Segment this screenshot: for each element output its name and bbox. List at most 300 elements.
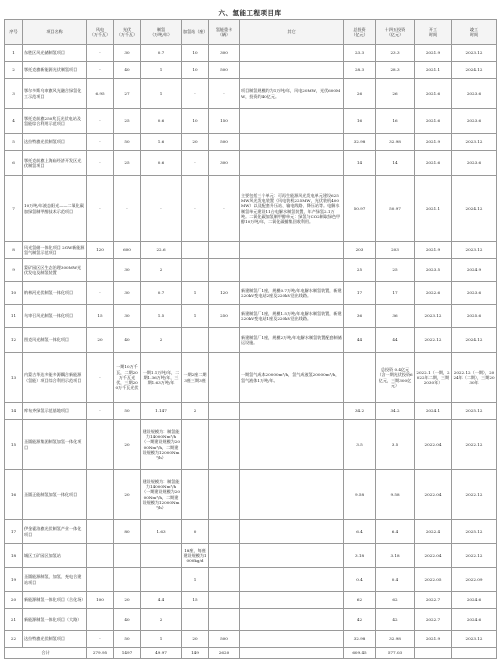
row-station: - <box>182 176 209 242</box>
row-f145: 36 <box>376 305 415 328</box>
row-pv: 50 <box>114 403 141 420</box>
row-pv: 40 <box>114 609 141 631</box>
col-header-other: 其它 <box>240 20 344 45</box>
row-pv: 20 <box>114 470 141 520</box>
row-f145: 9.58 <box>376 470 415 520</box>
row-f145: 16 <box>376 109 415 134</box>
row-no: 9 <box>5 259 23 282</box>
row-start: 2022.04 <box>415 544 452 568</box>
row-no: 4 <box>5 109 23 134</box>
row-f145: 0.4 <box>376 568 415 592</box>
row-total: 50.97 <box>344 176 376 242</box>
table-header-row <box>5 20 497 45</box>
row-total: 16 <box>344 109 376 134</box>
row-other <box>240 520 344 544</box>
col-header-h2: 制氢 （万吨/年） <box>141 20 182 45</box>
row-wind <box>87 544 114 568</box>
total-label: 合计 <box>5 648 87 659</box>
row-f145: 34.2 <box>376 403 415 420</box>
row-station <box>182 420 209 470</box>
row-start: 2023.12 <box>415 305 452 328</box>
row-name: 新能源制氢一体化项目（合化场） <box>23 592 87 609</box>
row-f145: 32.98 <box>376 631 415 648</box>
table-row <box>5 353 497 403</box>
row-truck <box>209 568 240 592</box>
row-start: 2023.5 <box>415 259 452 282</box>
row-start: 2022.04 <box>415 420 452 470</box>
row-f145: 26 <box>376 79 415 109</box>
col-header-start: 开工 时间 <box>415 20 452 45</box>
row-start: 2024.1 <box>415 403 452 420</box>
row-truck: 500 <box>209 134 240 151</box>
row-start: 2021.6 <box>415 109 452 134</box>
row-other <box>240 109 344 134</box>
row-total: 9.58 <box>344 470 376 520</box>
row-station <box>182 470 209 520</box>
row-no: 10 <box>5 282 23 305</box>
row-total: 42 <box>344 609 376 631</box>
row-end: 2023.6 <box>452 282 497 305</box>
row-truck <box>209 470 240 520</box>
col-header-total: 总投资 （亿元） <box>344 20 376 45</box>
row-name: 乌审召风光制氢一体化项目 <box>23 305 87 328</box>
row-other <box>240 592 344 609</box>
row-start: 2022.04 <box>415 470 452 520</box>
row-pv: - <box>114 176 141 242</box>
table-row <box>5 328 497 353</box>
row-h2 <box>141 568 182 592</box>
row-total: 23.3 <box>344 45 376 62</box>
row-start: 2021.6 <box>415 151 452 176</box>
row-start: 2021.9 <box>415 45 452 62</box>
row-start: 2021.6 <box>415 79 452 109</box>
total-station: 149 <box>182 648 209 659</box>
row-wind: 20 <box>87 328 114 353</box>
row-total: 32.98 <box>344 631 376 648</box>
table-row <box>5 134 497 151</box>
row-other: 新建制氢厂1座，规模2万吨/年电解水制氢装置配套制储运设施。 <box>240 328 344 353</box>
row-total: 32.98 <box>344 134 376 151</box>
row-no: 16 <box>5 470 23 520</box>
row-end: 2023.6 <box>452 79 497 109</box>
row-wind <box>87 470 114 520</box>
row-start: 2021.1 <box>415 62 452 79</box>
row-other: 新建制氢厂1座，规模0.7万吨/年电解水制氢装置，新建220kV变电站2座及220kV送出线路。 <box>240 282 344 305</box>
row-wind: 15 <box>87 305 114 328</box>
row-total: 36 <box>344 305 376 328</box>
row-truck: 150 <box>209 109 240 134</box>
row-start: 2021.9 <box>415 134 452 151</box>
row-station: 18座，每座建设规模为1000kg/d <box>182 544 209 568</box>
table-row <box>5 470 497 520</box>
row-h2: 1.63 <box>141 520 182 544</box>
row-wind: 6.95 <box>87 79 114 109</box>
row-end: 2023.6 <box>452 109 497 134</box>
row-wind <box>87 420 114 470</box>
row-truck: 300 <box>209 45 240 62</box>
row-f145: 14 <box>376 151 415 176</box>
row-pv: 40 <box>114 62 141 79</box>
row-total <box>344 353 376 403</box>
row-station: 10 <box>182 45 209 62</box>
row-station: 1 <box>182 305 209 328</box>
row-total: 25 <box>344 259 376 282</box>
row-other <box>240 403 344 420</box>
row-total: 203 <box>344 242 376 259</box>
row-station: 10 <box>182 62 209 79</box>
row-other <box>240 631 344 648</box>
row-name: 鄂托克旗新能源光伏制氢项目 <box>23 62 87 79</box>
row-f145: 3.18 <box>376 544 415 568</box>
row-truck <box>209 592 240 609</box>
row-start: 2021.9 <box>415 631 452 648</box>
row-name: 城区工矿园区加氢站 <box>23 544 87 568</box>
total-empty <box>452 648 497 659</box>
row-name: 10万吨/年液态阳光——二氧化碳加绿氢制甲醇技术示范项目 <box>23 176 87 242</box>
row-end: 2023.6 <box>452 151 497 176</box>
row-start: 2021.9 <box>415 242 452 259</box>
row-wind: - <box>87 134 114 151</box>
row-name: 鄂托克前旗上海庙经济开发区光伏制氢项目 <box>23 151 87 176</box>
row-total: 3.18 <box>344 544 376 568</box>
row-end: 2024.12 <box>452 176 497 242</box>
table-row <box>5 151 497 176</box>
table-row <box>5 420 497 470</box>
hydrogen-project-table <box>4 19 497 659</box>
row-end: 2022.09 <box>452 568 497 592</box>
row-pv: 30 <box>114 45 141 62</box>
row-name: 圣圆正能制氢加氢一体化项目 <box>23 470 87 520</box>
row-name: 东胜区风光储制氢项目 <box>23 45 87 62</box>
row-start: 2022.12 <box>415 328 452 353</box>
row-no: 14 <box>5 403 23 420</box>
row-pv: 25 <box>114 151 141 176</box>
row-station: 2 <box>182 403 209 420</box>
row-f145: 总投资 0.4亿元（含一期光伏投资6亿元，三期300亿元） <box>376 353 415 403</box>
row-h2: 一期1.1万吨/年，二期1.36万吨/年，三期1.63万吨/年 <box>141 353 182 403</box>
row-h2: 2 <box>141 609 182 631</box>
row-name: 库布齐绿氢示范基地项目 <box>23 403 87 420</box>
row-name: 圣圆能源制氢、加氢、充电合建站项目 <box>23 568 87 592</box>
row-pv: 30 <box>114 282 141 305</box>
row-no: 19 <box>5 568 23 592</box>
row-wind: 100 <box>87 592 114 609</box>
row-name: 蒙矿园区区生态治理300MW光伏发电及制氢装置 <box>23 259 87 282</box>
row-truck <box>209 544 240 568</box>
row-h2: 1.6 <box>141 134 182 151</box>
row-name: 鄂尔多斯乌审旗风光融合绿氢化工示范项目 <box>23 79 87 109</box>
row-wind: - <box>87 109 114 134</box>
row-station <box>182 328 209 353</box>
row-other <box>240 151 344 176</box>
row-truck <box>209 420 240 470</box>
row-truck <box>209 520 240 544</box>
row-name: 纳林河光伏制氢一体化项目 <box>23 282 87 305</box>
row-name: 达拉特旗光伏制氢项目 <box>23 631 87 648</box>
row-pv: 20 <box>114 592 141 609</box>
row-pv: 20 <box>114 420 141 470</box>
table-row <box>5 403 497 420</box>
row-other: 项目制氢规模约为1万吨/年，风电20MW，光伏600MW，投资约40亿元。 <box>240 79 344 109</box>
row-end: 2024.12 <box>452 62 497 79</box>
row-f145: 6.4 <box>376 520 415 544</box>
row-wind <box>87 259 114 282</box>
row-no: 18 <box>5 544 23 568</box>
row-other <box>240 62 344 79</box>
row-end: 2022.12 <box>452 420 497 470</box>
row-h2: 1.5 <box>141 305 182 328</box>
row-h2: 1 <box>141 79 182 109</box>
row-end: 2022.12 <box>452 544 497 568</box>
row-f145: 3.5 <box>376 420 415 470</box>
row-no: 21 <box>5 609 23 631</box>
row-f145: 28.3 <box>376 62 415 79</box>
row-other <box>240 242 344 259</box>
row-pv: 25 <box>114 109 141 134</box>
row-start: 2022.05 <box>415 568 452 592</box>
row-h2: 0.7 <box>141 45 182 62</box>
row-h2: 0.6 <box>141 151 182 176</box>
row-station: 1 <box>182 568 209 592</box>
row-pv: 50 <box>114 631 141 648</box>
row-name: 图克风光制氢一体化项目 <box>23 328 87 353</box>
row-f145: 25 <box>376 259 415 282</box>
col-header-f145: 十四五投资 （亿元） <box>376 20 415 45</box>
row-h2: 1.147 <box>141 403 182 420</box>
row-end: 2023.12 <box>452 45 497 62</box>
row-h2: 22.6 <box>141 242 182 259</box>
row-other <box>240 470 344 520</box>
total-f145: 577.03 <box>376 648 415 659</box>
row-end: 2024.6 <box>452 609 497 631</box>
row-total: 34.2 <box>344 403 376 420</box>
row-no: 6 <box>5 151 23 176</box>
row-truck <box>209 353 240 403</box>
row-f145: 62 <box>376 592 415 609</box>
table-row <box>5 62 497 79</box>
table-row <box>5 544 497 568</box>
col-header-pv: 光伏 （万千瓦） <box>114 20 141 45</box>
row-name: 圣圆能源集团制氢加氢一体化项目 <box>23 420 87 470</box>
row-wind: - <box>87 176 114 242</box>
row-truck: 300 <box>209 151 240 176</box>
row-no: 11 <box>5 305 23 328</box>
row-station: - <box>182 151 209 176</box>
col-header-truck: 氢能重卡 （辆） <box>209 20 240 45</box>
row-no: 3 <box>5 79 23 109</box>
row-name: 达拉特旗光伏制氢项目 <box>23 134 87 151</box>
row-pv: 600 <box>114 242 141 259</box>
total-h2: 49.97 <box>141 648 182 659</box>
table-row <box>5 242 497 259</box>
row-station <box>182 242 209 259</box>
row-other: 新建制氢厂1座，规模1.5万吨/年电解水制氢装置，新建220kV变电站1座及220kV送出线路。 <box>240 305 344 328</box>
row-start: 2022.6 <box>415 282 452 305</box>
table-row <box>5 176 497 242</box>
row-wind: - <box>87 353 114 403</box>
row-h2: 1 <box>141 631 182 648</box>
row-pv: 30 <box>114 259 141 282</box>
row-pv <box>114 544 141 568</box>
row-total: 14 <box>344 151 376 176</box>
row-station: 1 <box>182 282 209 305</box>
row-other: 一期氢气成本20000m³/h，氢气成液氢20000m³/h，氢气液体1万吨/年。 <box>240 353 344 403</box>
row-other <box>240 420 344 470</box>
row-truck: 250 <box>209 305 240 328</box>
table-row <box>5 282 497 305</box>
row-h2 <box>141 544 182 568</box>
total-wind: 279.95 <box>87 648 114 659</box>
row-h2: 建设规模为：制氢能力14000Nm³/h（一期建设规模为2000Nm³/h，二期建设规模为12000Nm³/h） <box>141 470 182 520</box>
table-row <box>5 592 497 609</box>
row-name: 鄂托克前旗250兆瓦光伏电站及氢能综合利用示范项目 <box>23 109 87 134</box>
row-f145: 23.3 <box>376 45 415 62</box>
row-station: 10 <box>182 109 209 134</box>
table-body <box>5 45 497 659</box>
row-end: 2022.12（一期），2024年（二期），三期2030年 <box>452 353 497 403</box>
row-wind: 120 <box>87 242 114 259</box>
row-total: 62 <box>344 592 376 609</box>
row-start: 2022.1（一期，2022年二期，三期 2030年） <box>415 353 452 403</box>
row-truck: - <box>209 79 240 109</box>
row-end: 2024.9 <box>452 259 497 282</box>
row-no: 1 <box>5 45 23 62</box>
col-header-end: 竣工 时间 <box>452 20 497 45</box>
row-total: 6.4 <box>344 520 376 544</box>
row-station: 一期2座二期3座三期3座 <box>182 353 209 403</box>
row-f145: 203 <box>376 242 415 259</box>
row-no: 5 <box>5 134 23 151</box>
row-name: 新能源制氢一体化项目（大路） <box>23 609 87 631</box>
row-other <box>240 609 344 631</box>
table-row <box>5 79 497 109</box>
row-total: 17 <box>344 282 376 305</box>
row-h2: - <box>141 176 182 242</box>
row-station <box>182 259 209 282</box>
total-empty <box>415 648 452 659</box>
page-title: 六、氢能工程项目库 <box>218 9 282 17</box>
total-total: 609.45 <box>344 648 376 659</box>
row-end: 2025.6 <box>452 305 497 328</box>
row-h2: 2 <box>141 328 182 353</box>
col-header-station: 加氢站（座） <box>182 20 209 45</box>
row-name: 内蒙古华达多能多源耦合新能源（氢能）项目综合利用示范项目 <box>23 353 87 403</box>
row-h2: 0.7 <box>141 282 182 305</box>
row-pv: 30 <box>114 305 141 328</box>
row-wind: - <box>87 45 114 62</box>
table-row <box>5 45 497 62</box>
table-row <box>5 609 497 631</box>
row-other <box>240 568 344 592</box>
row-h2: 4.4 <box>141 592 182 609</box>
row-total: 26 <box>344 79 376 109</box>
row-start: 2022.7 <box>415 609 452 631</box>
row-no: 2 <box>5 62 23 79</box>
row-pv: 80 <box>114 520 141 544</box>
row-end: 2024.12 <box>452 328 497 353</box>
row-f145: 17 <box>376 282 415 305</box>
row-no: 17 <box>5 520 23 544</box>
row-name: 伊金霍洛旗光伏制氢产业一体化项目 <box>23 520 87 544</box>
row-truck: 500 <box>209 631 240 648</box>
table-row <box>5 631 497 648</box>
row-f145: 42 <box>376 609 415 631</box>
row-no: 12 <box>5 328 23 353</box>
row-other <box>240 134 344 151</box>
table-row <box>5 305 497 328</box>
row-no: 7 <box>5 176 23 242</box>
total-empty <box>240 648 344 659</box>
row-start: 2022.7 <box>415 592 452 609</box>
row-end: 2024.6 <box>452 592 497 609</box>
row-station <box>182 609 209 631</box>
col-header-no: 序号 <box>5 20 23 45</box>
row-other <box>240 259 344 282</box>
table-row <box>5 568 497 592</box>
row-start: 2021.1 <box>415 176 452 242</box>
row-end: 2022.12 <box>452 470 497 520</box>
row-truck <box>209 609 240 631</box>
row-total: 44 <box>344 328 376 353</box>
row-no: 13 <box>5 353 23 403</box>
row-h2: 1 <box>141 62 182 79</box>
row-pv: 一期10万千瓦，二期20万千瓦光伏，三期200万千瓦光伏 <box>114 353 141 403</box>
row-station: 0 <box>182 520 209 544</box>
row-h2: 2 <box>141 259 182 282</box>
row-wind: - <box>87 62 114 79</box>
table-row <box>5 259 497 282</box>
row-end: 2023.12 <box>452 134 497 151</box>
row-station: - <box>182 79 209 109</box>
row-total: 0.4 <box>344 568 376 592</box>
row-wind <box>87 568 114 592</box>
row-no: 20 <box>5 592 23 609</box>
row-truck <box>209 328 240 353</box>
row-truck: 120 <box>209 282 240 305</box>
row-total: 3.5 <box>344 420 376 470</box>
row-f145: 50.97 <box>376 176 415 242</box>
total-row <box>5 648 497 659</box>
table-row <box>5 109 497 134</box>
row-start: 2022.4 <box>415 520 452 544</box>
row-total: 28.3 <box>344 62 376 79</box>
row-other <box>240 544 344 568</box>
row-name: 风光氢储一体化项目 2GW新能源氢气制氢示范项目 <box>23 242 87 259</box>
row-end: 2023.12 <box>452 242 497 259</box>
row-pv: 50 <box>114 134 141 151</box>
total-truck: 2620 <box>209 648 240 659</box>
row-f145: 32.98 <box>376 134 415 151</box>
table-row <box>5 520 497 544</box>
row-wind <box>87 520 114 544</box>
row-station: 15 <box>182 592 209 609</box>
row-h2: 建设规模为：制氢能力14000Nm³/h（一期建设规模为2000Nm³/h，二期建设规模为12000Nm³/h） <box>141 420 182 470</box>
row-end: 2025.12 <box>452 520 497 544</box>
row-no: 8 <box>5 242 23 259</box>
row-truck <box>209 242 240 259</box>
row-station: 20 <box>182 134 209 151</box>
total-pv: 1497 <box>114 648 141 659</box>
row-pv: 40 <box>114 328 141 353</box>
row-h2: 0.6 <box>141 109 182 134</box>
row-truck: 500 <box>209 62 240 79</box>
row-wind: - <box>87 282 114 305</box>
col-header-wind: 风电 （万千瓦） <box>87 20 114 45</box>
row-station: 20 <box>182 631 209 648</box>
row-wind: - <box>87 151 114 176</box>
row-other: 主要包括三个单元：可再生能源风光发电单元建设625MW风光发电装置（风电装机225MW，光伏装机400MW）以及配套升压站、输电线路、降压站等。电解水制氢单元建设11台电解水制氢装置，年产绿氢2.1万吨。二氧化碳加氢制甲醇单元：绿氢与CO2制取绿色甲醇10万吨/年，二氧化碳捕集回收利用。 <box>240 176 344 242</box>
row-truck <box>209 259 240 282</box>
